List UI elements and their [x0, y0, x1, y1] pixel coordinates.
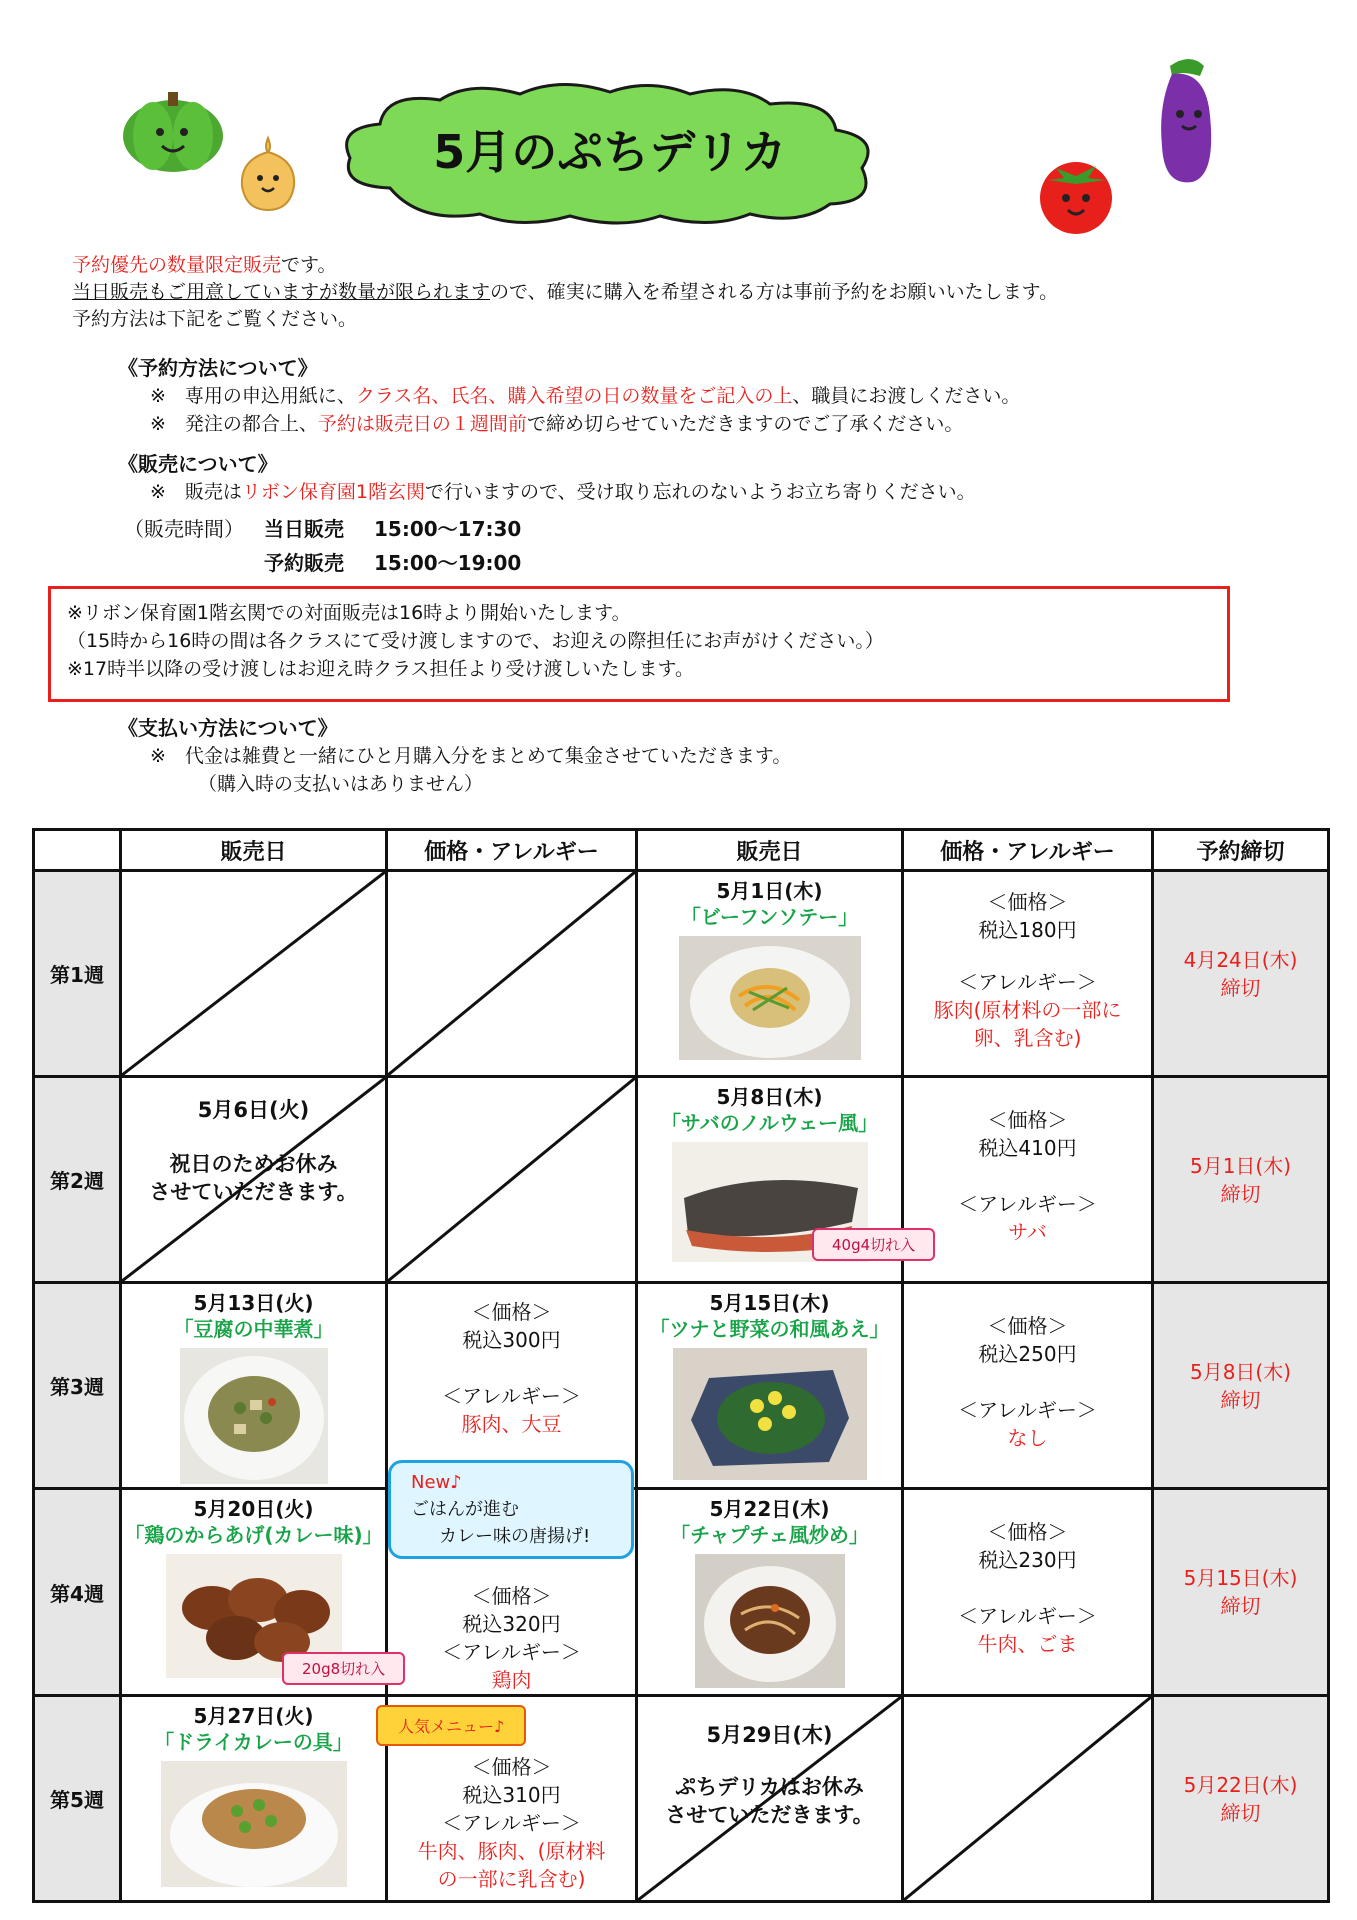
header-tue-price: 価格・アレルギー [387, 830, 637, 871]
deadline-label: 締切 [1220, 1387, 1261, 1412]
notice-line1: ※リボン保育園1階玄関での対面販売は16時より開始いたします。 [67, 602, 631, 624]
menu-name: 「サバのノルウェー風」 [660, 1111, 879, 1135]
allergy-value: 牛肉、豚肉、(原材料 [417, 1839, 606, 1863]
menu-cell [637, 1283, 903, 1489]
price-cell [387, 1472, 637, 1696]
price-label: ＜価格＞ [987, 1108, 1068, 1132]
deadline-date: 5月1日(木) [1189, 1153, 1292, 1178]
bubble-line1: ごはんが進む [411, 1499, 519, 1520]
new-menu-bubble [388, 1460, 634, 1559]
reservation-item1-red: クラス名、氏名、購入希望の日の数量をご記入の上 [355, 385, 793, 407]
price-value: 税込180円 [978, 918, 1077, 942]
allergy-label: ＜アレルギー＞ [958, 970, 1097, 994]
allergy-value: 卵、乳含む) [973, 1026, 1082, 1050]
allergy-value: なし [1007, 1426, 1048, 1450]
hours-label: （販売時間） [124, 517, 244, 541]
price-cell [903, 871, 1153, 1077]
price-value: 税込250円 [978, 1342, 1077, 1366]
deadline-date: 5月8日(木) [1189, 1359, 1292, 1384]
holiday-text: 祝日のためお休み [169, 1152, 338, 1176]
menu-name: 「ビーフンソテー」 [680, 905, 859, 929]
payment-note: （購入時の支払いはありません） [198, 773, 484, 795]
price-label: ＜価格＞ [471, 1584, 552, 1608]
onion-illustration [232, 134, 304, 214]
payment-section [118, 714, 791, 798]
deadline-date: 4月24日(木) [1183, 947, 1298, 972]
sameday-time: 15:00～17:30 [374, 517, 522, 541]
menu-date: 5月22日(木) [709, 1497, 830, 1521]
notice-box [48, 586, 1230, 702]
deadline-cell [1153, 1696, 1329, 1902]
allergy-label: ＜アレルギー＞ [442, 1811, 581, 1835]
price-label: ＜価格＞ [471, 1300, 552, 1324]
eggplant-illustration [1140, 46, 1236, 196]
sales-item: ※ 販売は [150, 481, 242, 503]
menu-cell [637, 1077, 916, 1283]
menu-cell [637, 871, 903, 1077]
menu-name: 「ドライカレーの具」 [154, 1730, 353, 1754]
allergy-label: ＜アレルギー＞ [442, 1384, 581, 1408]
week-label: 第1週 [34, 871, 121, 1077]
allergy-label: ＜アレルギー＞ [958, 1398, 1097, 1422]
menu-cell [121, 1283, 387, 1489]
japchae-photo [695, 1554, 845, 1688]
reservation-item1-end: 、職員にお渡しください。 [792, 385, 1021, 407]
reservation-item2: ※ 発注の都合上、 [150, 413, 318, 435]
allergy-label: ＜アレルギー＞ [958, 1192, 1097, 1216]
deadline-label: 締切 [1220, 1181, 1261, 1206]
schedule-table [32, 828, 1330, 1903]
week-label: 第4週 [34, 1489, 121, 1696]
reservation-item2-red: 予約は販売日の１週間前 [317, 413, 527, 435]
holiday-text: させていただきます。 [149, 1180, 358, 1204]
table-row [34, 1283, 1329, 1489]
allergy-value: の一部に乳含む) [437, 1867, 586, 1891]
price-label: ＜価格＞ [987, 1314, 1068, 1338]
allergy-label: ＜アレルギー＞ [442, 1640, 581, 1664]
menu-name: 「鶏のからあげ(カレー味)」 [124, 1523, 383, 1547]
notice-line3: ※17時半以降の受け渡しはお迎え時クラス担任より受け渡しいたします。 [67, 658, 695, 680]
allergy-value: 豚肉(原材料の一部に [933, 998, 1122, 1022]
quantity-tag: 20g8切れ入 [282, 1652, 405, 1685]
menu-cell [637, 1489, 903, 1696]
price-cell [903, 1077, 1153, 1283]
slash-line [904, 1697, 1151, 1900]
tuna-photo [673, 1348, 867, 1480]
holiday-text: させていただきます。 [665, 1803, 874, 1827]
page-title: 5月のぷちデリカ [433, 125, 787, 179]
price-cell [387, 1283, 637, 1489]
deadline-cell [1153, 1077, 1329, 1283]
slash-line [388, 872, 635, 1075]
sales-section [118, 450, 976, 506]
notice-line2: （15時から16時の間は各クラスにて受け渡しますので、お迎えの際担任にお声がけください。） [67, 630, 884, 652]
price-label: ＜価格＞ [471, 1755, 552, 1779]
price-label: ＜価格＞ [987, 1520, 1068, 1544]
reservation-item2-end: で締め切らせていただきますのでご了承ください。 [526, 413, 964, 435]
allergy-label: ＜アレルギー＞ [958, 1604, 1097, 1628]
sales-heading: 《販売について》 [118, 452, 278, 476]
header-tue-date: 販売日 [121, 830, 387, 871]
week-label: 第5週 [34, 1696, 121, 1902]
empty-cell [903, 1696, 1153, 1902]
table-row [34, 1489, 1329, 1696]
menu-date: 5月20日(火) [193, 1497, 314, 1521]
deadline-label: 締切 [1220, 1594, 1261, 1618]
slash-line [122, 872, 385, 1075]
price-label: ＜価格＞ [987, 890, 1068, 914]
price-value: 税込320円 [462, 1612, 561, 1636]
table-row [34, 1077, 1329, 1283]
beef-noodle-photo [679, 936, 861, 1060]
empty-cell [387, 1077, 637, 1283]
allergy-value: 豚肉、大豆 [461, 1412, 562, 1436]
table-header-row [34, 830, 1329, 871]
holiday-cell [121, 1077, 387, 1283]
table-row [34, 1696, 1329, 1902]
price-value: 税込230円 [978, 1548, 1077, 1572]
intro-underlined: 当日販売もご用意していますが数量が限られます [72, 281, 491, 303]
tomato-illustration [1030, 148, 1122, 236]
menu-cell [121, 1489, 387, 1696]
price-cell [387, 1696, 637, 1902]
menu-name: 「豆腐の中華煮」 [173, 1317, 334, 1341]
sales-item-end: で行いますので、受け取り忘れのないようお立ち寄りください。 [425, 481, 976, 503]
menu-cell [121, 1696, 387, 1902]
sameday-label: 当日販売 [264, 517, 344, 541]
sales-location: リボン保育園1階玄関 [241, 481, 426, 503]
price-cell [903, 1283, 1153, 1489]
deadline-date: 5月22日(木) [1183, 1772, 1298, 1797]
payment-item: ※ 代金は雑費と一緒にひと月購入分をまとめて集金させていただきます。 [150, 745, 792, 767]
header-week [34, 830, 121, 871]
menu-date: 5月8日(木) [716, 1085, 823, 1109]
slash-line [388, 1078, 635, 1281]
sales-hours [124, 512, 521, 580]
new-label: New♪ [411, 1472, 462, 1493]
popular-menu-tag: 人気メニュー♪ [376, 1705, 526, 1746]
menu-date: 5月27日(火) [193, 1704, 314, 1728]
reservation-section [118, 354, 1020, 438]
allergy-value: 鶏肉 [491, 1668, 532, 1692]
deadline-cell [1153, 1489, 1329, 1696]
curry-photo [161, 1761, 347, 1887]
menu-date: 5月1日(木) [716, 879, 823, 903]
menu-name: 「チャプチェ風炒め」 [670, 1523, 869, 1547]
reserve-label: 予約販売 [264, 551, 344, 575]
reservation-item1: ※ 専用の申込用紙に、 [150, 385, 356, 407]
price-value: 税込310円 [462, 1783, 561, 1807]
menu-date: 5月15日(木) [709, 1291, 830, 1315]
menu-name: 「ツナと野菜の和風あえ」 [649, 1317, 890, 1341]
deadline-cell [1153, 1283, 1329, 1489]
header-thu-price: 価格・アレルギー [903, 830, 1153, 871]
intro-line3: 予約方法は下記をご覧ください。 [72, 308, 358, 330]
intro-limited: 予約優先の数量限定販売 [72, 254, 282, 276]
allergy-value: サバ [1008, 1220, 1047, 1244]
intro-line2: ので、確実に購入を希望される方は事前予約をお願いいたします。 [490, 281, 1059, 303]
price-value: 税込410円 [978, 1136, 1077, 1160]
header-deadline: 予約締切 [1153, 830, 1329, 871]
price-value: 税込300円 [462, 1328, 561, 1352]
price-cell [903, 1489, 1153, 1696]
empty-cell [121, 871, 387, 1077]
intro-text [72, 252, 1058, 333]
payment-heading: 《支払い方法について》 [118, 716, 338, 740]
intro-line1: です。 [281, 254, 337, 276]
holiday-text: ぷちデリカはお休み [675, 1775, 864, 1799]
week-label: 第2週 [34, 1077, 121, 1283]
table-row [34, 871, 1329, 1077]
deadline-cell [1153, 871, 1329, 1077]
holiday-date: 5月29日(木) [706, 1723, 833, 1747]
empty-cell [387, 871, 637, 1077]
deadline-label: 締切 [1220, 975, 1261, 1000]
header-thu-date: 販売日 [637, 830, 903, 871]
bubble-line2: カレー味の唐揚げ! [439, 1526, 591, 1547]
reserve-time: 15:00～19:00 [374, 551, 522, 575]
holiday-cell [637, 1696, 903, 1902]
title-cloud [330, 78, 890, 228]
week-label: 第3週 [34, 1283, 121, 1489]
tofu-photo [180, 1348, 328, 1484]
deadline-label: 締切 [1220, 1800, 1261, 1825]
quantity-tag: 40g4切れ入 [812, 1228, 935, 1261]
reservation-heading: 《予約方法について》 [118, 356, 318, 380]
holiday-date: 5月6日(火) [197, 1098, 310, 1122]
deadline-date: 5月15日(木) [1183, 1566, 1298, 1590]
menu-date: 5月13日(火) [193, 1291, 314, 1315]
pumpkin-illustration [118, 86, 228, 176]
allergy-value: 牛肉、ごま [977, 1632, 1078, 1656]
